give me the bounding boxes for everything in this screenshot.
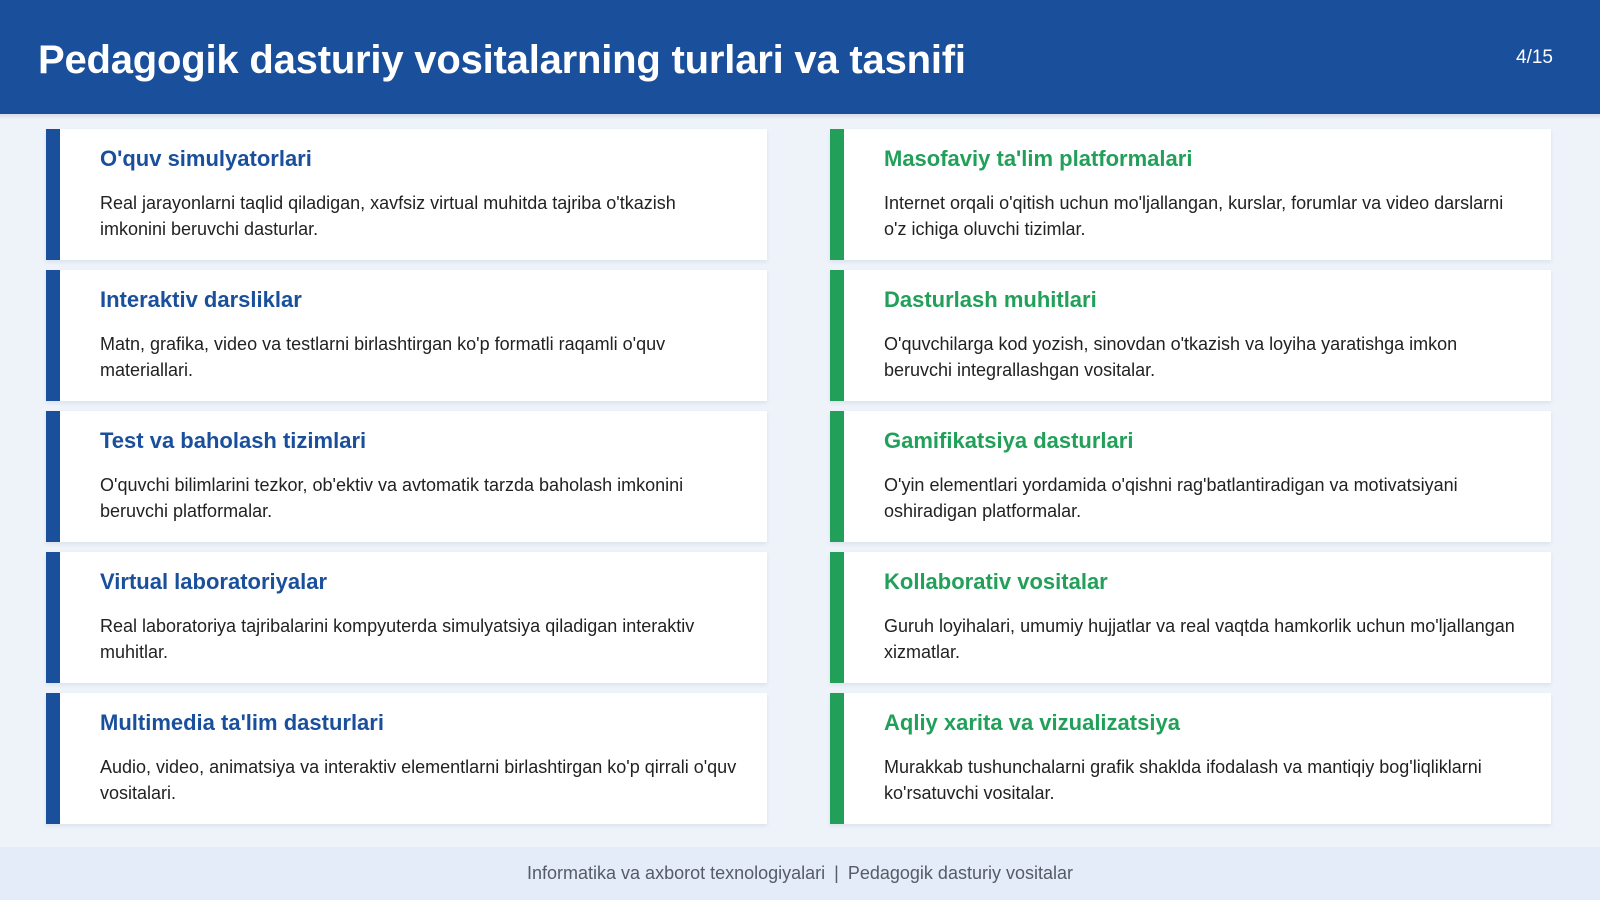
card-description: Internet orqali o'qitish uchun mo'ljallangan, kurslar, forumlar va video darslarni o'z ichiga oluvchi tizimlar. [884, 193, 1504, 239]
page-number: 4/15 [1516, 47, 1553, 68]
card-description: O'quvchi bilimlarini tezkor, ob'ektiv va avtomatik tarzda baholash imkonini beruvchi platformalar. [100, 475, 684, 521]
page-title: Pedagogik dasturiy vositalarning turlari va tasnifi [38, 38, 966, 82]
slide-footer [0, 847, 1600, 900]
card-description: Murakkab tushunchalarni grafik shaklda ifodalash va mantiqiy bog'liqliklarni ko'rsatuvchi vositalar. [884, 757, 1482, 803]
card-title: Interaktiv darsliklar [100, 287, 302, 312]
card-description: Audio, video, animatsiya va interaktiv elementlarni birlashtirgan ko'p qirrali o'quv vositalari. [100, 757, 737, 803]
card-kollaborativ-vositalar [830, 552, 1551, 683]
card-aqliy-xarita-va-vizualizatsiya [830, 693, 1551, 824]
card-title: Dasturlash muhitlari [884, 287, 1097, 312]
card-description: O'quvchilarga kod yozish, sinovdan o'tkazish va loyiha yaratishga imkon beruvchi integrallashgan vositalar. [884, 334, 1458, 380]
card-multimedia-talim-dasturlari [46, 693, 767, 824]
card-title: Masofaviy ta'lim platformalari [884, 146, 1193, 171]
card-title: Aqliy xarita va vizualizatsiya [884, 710, 1180, 735]
card-title: Kollaborativ vositalar [884, 569, 1108, 594]
footer-topic: Pedagogik dasturiy vositalar [847, 863, 1073, 883]
card-gamifikatsiya-dasturlari [830, 411, 1551, 542]
card-virtual-laboratoriyalar [46, 552, 767, 683]
header-shadow [0, 114, 1600, 119]
slide-header [0, 0, 1600, 114]
card-oquv-simulyatorlari [46, 129, 767, 260]
card-description: Matn, grafika, video va testlarni birlashtirgan ko'p formatli raqamli o'quv materiallari. [100, 334, 666, 380]
card-dasturlash-muhitlari [830, 270, 1551, 401]
card-title: Virtual laboratoriyalar [100, 569, 328, 594]
card-description: Real jarayonlarni taqlid qiladigan, xavfsiz virtual muhitda tajriba o'tkazish imkonini beruvchi dasturlar. [100, 193, 676, 239]
card-masofaviy-talim-platformalari [830, 129, 1551, 260]
card-grid [46, 129, 1551, 824]
card-title: Multimedia ta'lim dasturlari [100, 710, 384, 735]
card-description: Real laboratoriya tajribalarini kompyuterda simulyatsiya qiladigan interaktiv muhitlar. [100, 616, 695, 662]
card-test-va-baholash-tizimlari [46, 411, 767, 542]
card-title: O'quv simulyatorlari [100, 146, 312, 171]
card-description: O'yin elementlari yordamida o'qishni rag'batlantiradigan va motivatsiyani oshiradigan platformalar. [884, 475, 1458, 521]
card-description: Guruh loyihalari, umumiy hujjatlar va real vaqtda hamkorlik uchun mo'ljallangan xizmatlar. [884, 616, 1515, 662]
footer-course: Informatika va axborot texnologiyalari [527, 863, 826, 883]
card-title: Test va baholash tizimlari [100, 428, 367, 453]
footer-separator: | [834, 863, 839, 883]
card-interaktiv-darsliklar [46, 270, 767, 401]
card-title: Gamifikatsiya dasturlari [884, 428, 1134, 453]
